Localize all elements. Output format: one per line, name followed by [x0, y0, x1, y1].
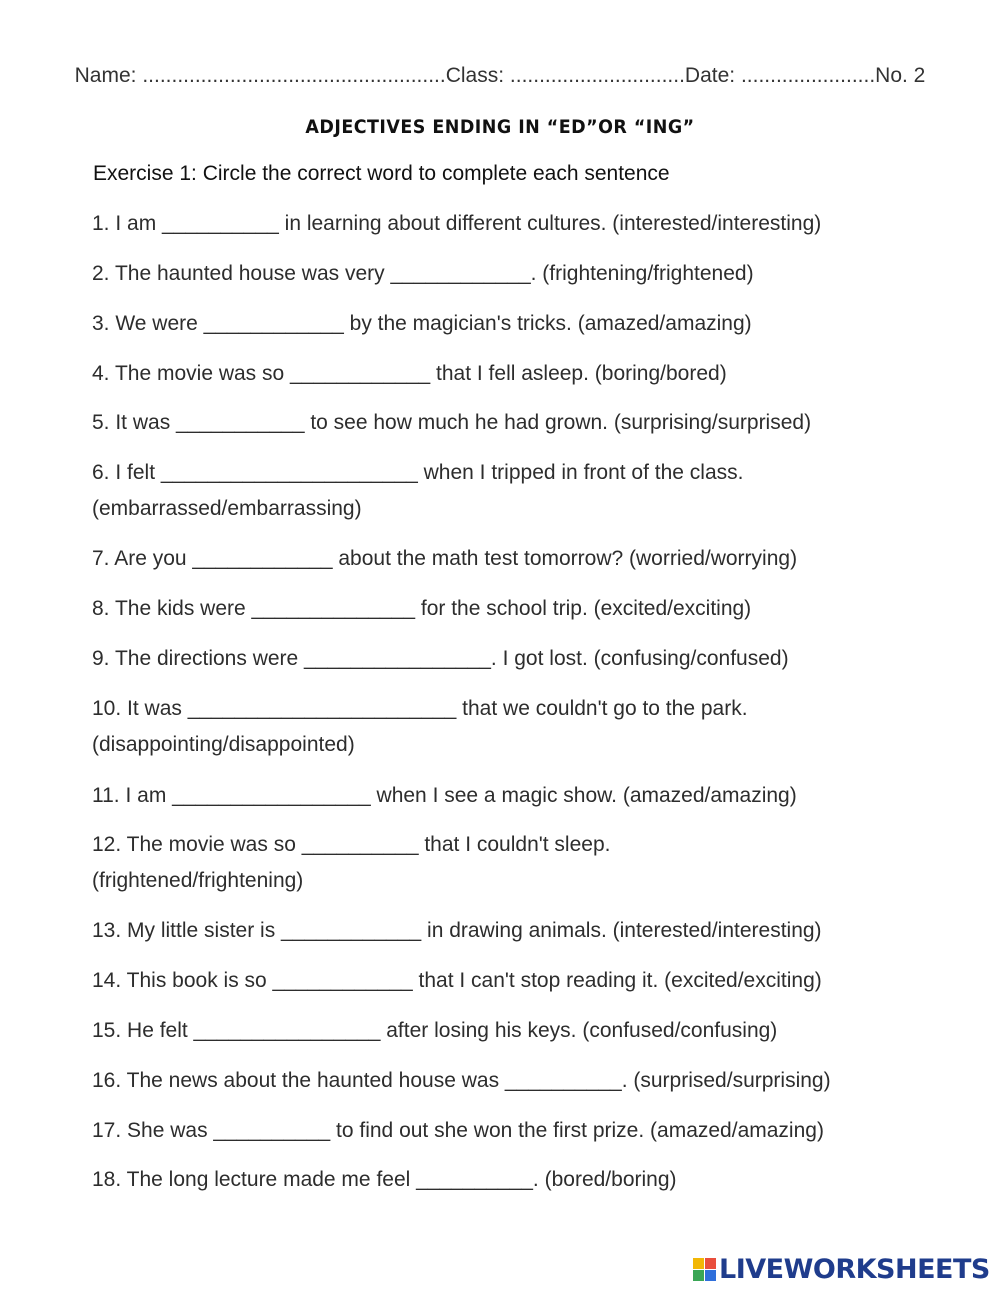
question-14: [92, 963, 962, 999]
question-text: 3. We were ____________ by the magician's tricks. (amazed/amazing): [92, 312, 752, 335]
question-18: [92, 1162, 962, 1198]
question-text: 10. It was _______________________ that we couldn't go to the park.: [92, 697, 748, 720]
worksheet-title: ADJECTIVES ENDING IN “ED”OR “ING”: [305, 116, 695, 138]
question-text: 6. I felt ______________________ when I tripped in front of the class.: [92, 461, 744, 484]
question-text: 7. Are you ____________ about the math test tomorrow? (worried/worrying): [92, 547, 798, 570]
question-text: 5. It was ___________ to see how much he had grown. (surprising/surprised): [92, 411, 812, 434]
question-11: [92, 778, 962, 814]
logo-text: LIVEWORKSHEETS: [719, 1254, 990, 1285]
question-options: (disappointing/disappointed): [92, 733, 355, 756]
question-16: [92, 1063, 962, 1099]
question-5: [92, 405, 962, 441]
question-options: (frightened/frightening): [92, 869, 304, 892]
question-options: (embarrassed/embarrassing): [92, 497, 362, 520]
question-2: [92, 256, 962, 292]
question-text: 1. I am __________ in learning about different cultures. (interested/interesting): [92, 212, 822, 235]
question-text: 2. The haunted house was very ____________. (frightening/frightened): [92, 262, 754, 285]
question-text: 17. She was __________ to find out she won the first prize. (amazed/amazing): [92, 1119, 824, 1142]
liveworksheets-logo: [693, 1254, 990, 1285]
logo-block: [693, 1270, 704, 1281]
question-1: [92, 206, 962, 242]
student-info-line: Name: ....................................................Class: ..............................Date: .......................No. 2: [74, 64, 926, 87]
question-6: [92, 455, 962, 527]
question-text: 11. I am _________________ when I see a magic show. (amazed/amazing): [92, 784, 797, 807]
question-8: [92, 591, 962, 627]
question-text: 8. The kids were ______________ for the school trip. (excited/exciting): [92, 597, 752, 620]
question-3: [92, 306, 962, 342]
question-text: 14. This book is so ____________ that I can't stop reading it. (excited/exciting): [92, 969, 822, 992]
exercise-instruction: Exercise 1: Circle the correct word to complete each sentence: [93, 162, 670, 185]
question-15: [92, 1013, 962, 1049]
question-7: [92, 541, 962, 577]
question-text: 4. The movie was so ____________ that I fell asleep. (boring/bored): [92, 362, 727, 385]
question-text: 12. The movie was so __________ that I couldn't sleep.: [92, 833, 611, 856]
logo-block: [705, 1270, 716, 1281]
question-10: [92, 691, 962, 763]
logo-block: [693, 1258, 704, 1269]
question-text: 9. The directions were ________________. I got lost. (confusing/confused): [92, 647, 789, 670]
question-text: 16. The news about the haunted house was __________. (surprised/surprising): [92, 1069, 831, 1092]
logo-block: [705, 1258, 716, 1269]
question-13: [92, 913, 962, 949]
question-12: [92, 827, 962, 899]
question-text: 13. My little sister is ____________ in drawing animals. (interested/interesting): [92, 919, 822, 942]
question-text: 15. He felt ________________ after losing his keys. (confused/confusing): [92, 1019, 778, 1042]
question-text: 18. The long lecture made me feel __________. (bored/boring): [92, 1168, 677, 1191]
logo-blocks-icon: [693, 1258, 716, 1281]
question-9: [92, 641, 962, 677]
question-4: [92, 356, 962, 392]
question-17: [92, 1113, 962, 1149]
